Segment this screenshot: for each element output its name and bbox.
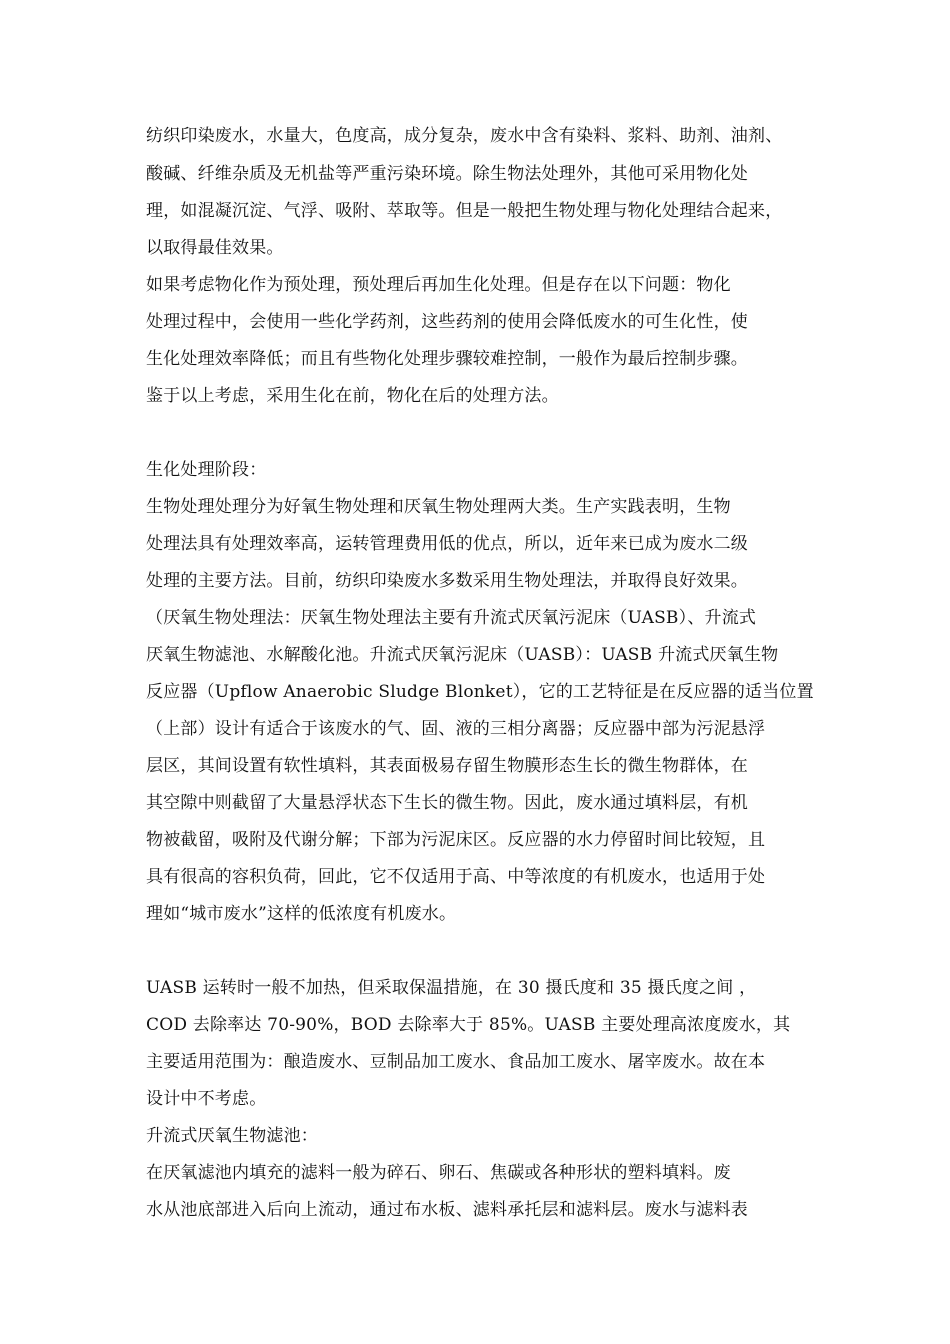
section-heading: 生化处理阶段： (146, 460, 267, 480)
text-line: 纺织印染废水，水量大，色度高，成分复杂，废水中含有染料、浆料、助剂、油剂、 (146, 126, 783, 146)
text-line: 以取得最佳效果。 (146, 238, 284, 258)
text-line: 处理法具有处理效率高，运转管理费用低的优点，所以，近年来已成为废水二级 (146, 534, 748, 554)
text-line: 设计中不考虑。 (146, 1089, 267, 1109)
section-heading: 升流式厌氧生物滤池： (146, 1126, 318, 1146)
text-line: 主要适用范围为：酿造废水、豆制品加工废水、食品加工废水、屠宰废水。故在本 (146, 1052, 766, 1072)
text-line: UASB 运转时一般不加热，但采取保温措施，在 30 摄氏度和 35 摄氏度之间 ， (146, 978, 757, 998)
text-line: 酸碱、纤维杂质及无机盐等严重污染环境。除生物法处理外，其他可采用物化处 (146, 164, 748, 184)
text-line: 鉴于以上考虑，采用生化在前，物化在后的处理方法。 (146, 386, 559, 406)
text-line: 具有很高的容积负荷，回此，它不仅适用于高、中等浓度的有机废水，也适用于处 (146, 867, 766, 887)
text-line: 处理的主要方法。目前，纺织印染废水多数采用生物处理法，并取得良好效果。 (146, 571, 748, 591)
text-line: 如果考虑物化作为预处理，预处理后再加生化处理。但是存在以下问题：物化 (146, 275, 731, 295)
text-line: 物被截留，吸附及代谢分解；下部为污泥床区。反应器的水力停留时间比较短，且 (146, 830, 766, 850)
text-line: （上部）设计有适合于该废水的气、固、液的三相分离器；反应器中部为污泥悬浮 (146, 719, 766, 739)
text-line: 反应器（Upflow Anaerobic Sludge Blonket），它的工艺特征是在反应器的适当位置 (146, 682, 814, 702)
text-line: （厌氧生物处理法：厌氧生物处理法主要有升流式厌氧污泥床（UASB）、升流式 (146, 608, 757, 628)
text-line: 处理过程中，会使用一些化学药剂，这些药剂的使用会降低废水的可生化性，使 (146, 312, 748, 332)
text-line: 其空隙中则截留了大量悬浮状态下生长的微生物。因此，废水通过填料层，有机 (146, 793, 748, 813)
text-line: 生物处理处理分为好氧生物处理和厌氧生物处理两大类。生产实践表明，生物 (146, 497, 731, 517)
text-line: 生化处理效率降低；而且有些物化处理步骤较难控制，一般作为最后控制步骤。 (146, 349, 748, 369)
text-line: 厌氧生物滤池、水解酸化池。升流式厌氧污泥床（UASB）：UASB 升流式厌氧生物 (146, 645, 779, 665)
text-line: 层区，其间设置有软性填料，其表面极易存留生物膜形态生长的微生物群体，在 (146, 756, 748, 776)
text-line: 水从池底部进入后向上流动，通过布水板、滤料承托层和滤料层。废水与滤料表 (146, 1200, 748, 1220)
text-line: 在厌氧滤池内填充的滤料一般为碎石、卵石、焦碳或各种形状的塑料填料。废 (146, 1163, 731, 1183)
text-line: 理，如混凝沉淀、气浮、吸附、萃取等。但是一般把生物处理与物化处理结合起来， (146, 201, 783, 221)
text-line: 理如“城市废水”这样的低浓度有机废水。 (146, 904, 457, 924)
text-line: COD 去除率达 70-90%，BOD 去除率大于 85%。UASB 主要处理高浓度废水，其 (146, 1015, 791, 1035)
